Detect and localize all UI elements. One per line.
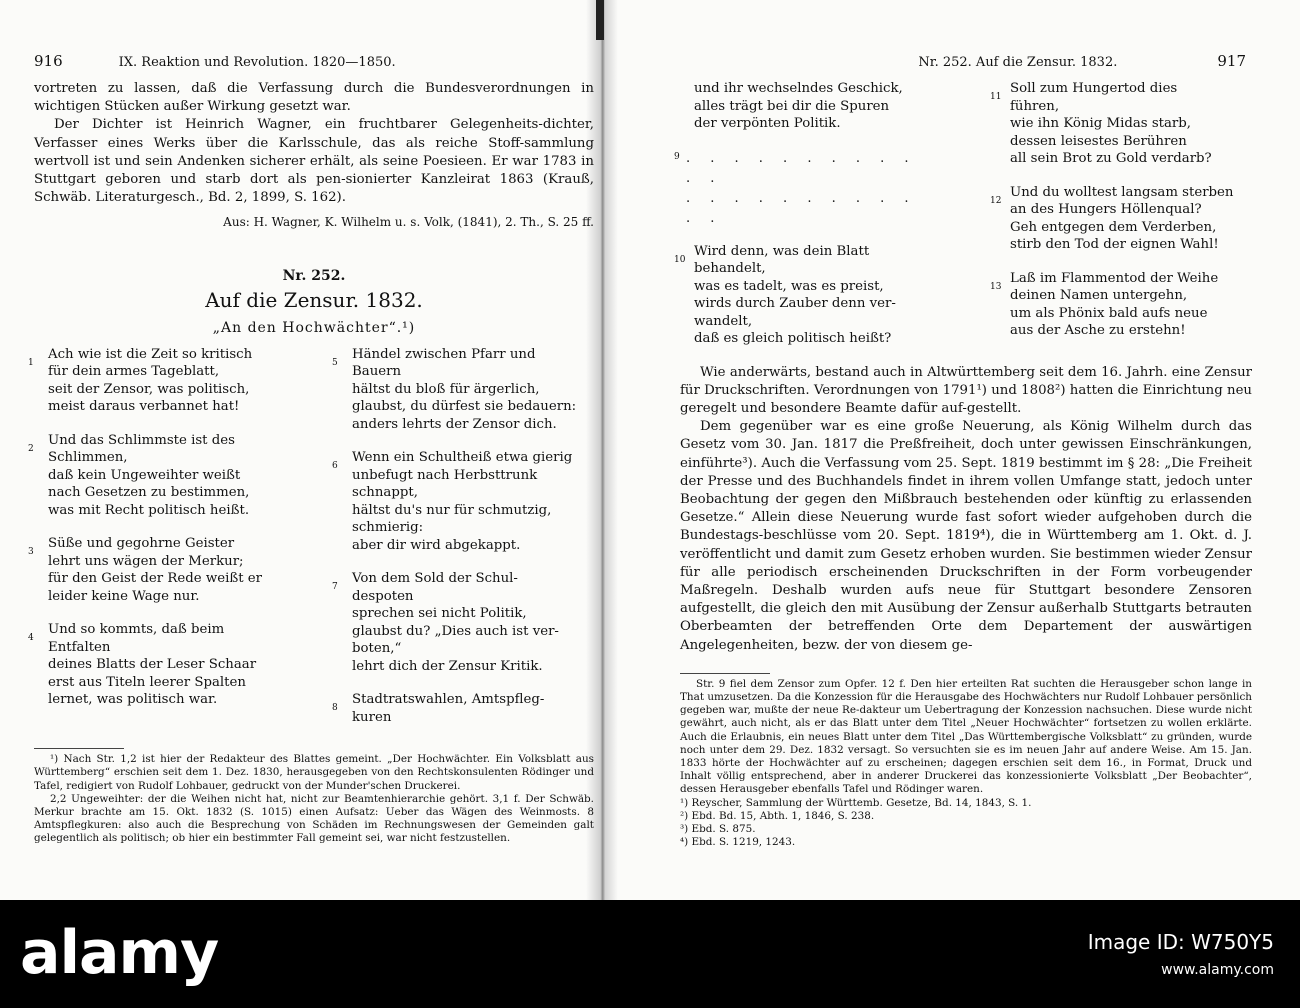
omission-dots-row: . . . . . . . . . . . . [686, 190, 917, 226]
poem-line: um als Phönix bald aufs neue [1010, 305, 1208, 321]
omission-dots-row: . . . . . . . . . . . . [686, 150, 917, 186]
poem-line: lehrt uns wägen der Merkur; [48, 553, 244, 569]
poem-line: Stadtratswahlen, Amtspfleg- [352, 692, 545, 708]
right-poem-column-1-bottom [674, 243, 936, 348]
right-page-number: 917 [1217, 52, 1246, 70]
poem-line: Und du wolltest langsam sterben [1010, 184, 1234, 200]
poem-line: hältst du bloß für ärgerlich, [352, 381, 540, 397]
poem-line: Und das Schlimmste ist des [48, 432, 235, 448]
poem-line: aber dir wird abgekappt. [352, 537, 521, 553]
poem-line: stirb den Tod der eignen Wahl! [1010, 237, 1219, 252]
poem-number: Nr. 252. [282, 267, 346, 284]
poem-line: Laß im Flammentod der Weihe [1010, 270, 1219, 286]
poem-line: was es tadelt, was es preist, [694, 278, 884, 294]
poem-line: wandelt, [694, 313, 753, 329]
right-paragraph-2: Dem gegenüber war es eine große Neuerung, als König Wilhelm durch das Gesetz vom 30. Jan. 1817 die Preßfreiheit, doch unter gewissen Einschränkungen, einführte³). Auch die Verfassung vom 25. Sept. 1819 bestimmt im § 28: „Die Freiheit der Presse und des Buchhandels findet in ihrem vollen Umfange statt, jedoch unter Beobachtung der gegen den Mißbrauch bestehenden oder künftig zu erlassenden Gesetze.“ Allein diese Neuerung wurde fast sofort wieder aufgehoben durch die Bundestags-beschlüsse vom 20. Sept. 1819⁴), die in Württemberg am 1. Okt. d. J. veröffentlicht und damit zum Gesetz erhoben wurden. Sie bestimmen wieder Zensur für alle periodisch erscheinenden Druckschriften in der Form vorbeugender Maßregeln. Deshalb wurden aufs neue für Stuttgart besondere Zensoren aufgestellt, die gleich den mit Ausübung der Zensur außerhalb Stuttgarts betrauten Oberbeamten der betreffenden Orte dem Departement der auswärtigen Angelegenheiten, bezw. der von diesem ge- [680, 419, 1252, 653]
right-footnote-3: ²) Ebd. Bd. 15, Abth. 1, 1846, S. 238. [680, 809, 875, 822]
poem-line: aus der Asche zu erstehn! [1010, 323, 1186, 338]
poem-line: Händel zwischen Pfarr und [352, 346, 536, 362]
poem-stanza [332, 449, 594, 554]
poem-line: für den Geist der Rede weißt er [48, 571, 263, 587]
left-poem-column-1 [28, 346, 290, 743]
poem-stanza [990, 80, 1252, 168]
stanza-number: 8 [332, 703, 338, 714]
right-footnote-4: ³) Ebd. S. 875. [680, 822, 756, 835]
poem-line: Entfalten [48, 639, 111, 655]
right-footnote-5: ⁴) Ebd. S. 1219, 1243. [680, 836, 796, 849]
right-poem-column-1 [674, 80, 936, 364]
poem-line: lernet, was politisch war. [48, 692, 218, 708]
poem-line: der verpönten Politik. [694, 116, 841, 131]
poem-line: anders lehrts der Zensor dich. [352, 416, 557, 432]
poem-line: Von dem Sold der Schul- [352, 571, 518, 587]
right-footnote-rule [680, 673, 770, 674]
left-footnote-rule [34, 748, 124, 749]
poem-stanza [332, 691, 594, 726]
stanza-number: 7 [332, 582, 338, 593]
poem-line: Schlimmen, [48, 450, 128, 466]
stanza-number: 12 [990, 195, 1002, 206]
poem-line: daß es gleich politisch heißt? [694, 331, 892, 346]
poem-line: erst aus Titeln leerer Spalten [48, 674, 246, 690]
poem-subtitle: „An den Hochwächter“.¹) [212, 319, 416, 336]
poem-line: Wenn ein Schultheiß etwa gierig [352, 450, 573, 466]
poem-line: an des Hungers Höllenqual? [1010, 202, 1202, 217]
poem-line: leider keine Wage nur. [48, 588, 200, 604]
stanza-number: 11 [990, 92, 1002, 102]
poem-stanza [28, 621, 290, 709]
left-footnote-1: ¹) Nach Str. 1,2 ist hier der Redakteur des Blattes gemeint. „Der Hochwächter. Ein Volksblatt aus Württemberg“ erschien seit dem 1. Dez. 1830, herausgegeben von den Rechtskonsulenten Rödinger und Tafel, redigiert von Rudolf Lohbauer, gedruckt von der Munder'schen Druckerei. [34, 753, 594, 792]
poem-stanza [990, 270, 1252, 340]
omitted-stanza [674, 149, 936, 229]
poem-line: Süße und gegohrne Geister [48, 536, 235, 552]
poem-stanza [28, 346, 290, 416]
poem-stanza [332, 346, 594, 434]
right-footnote-2: ¹) Reyscher, Sammlung der Württemb. Gesetze, Bd. 14, 1843, S. 1. [680, 796, 1032, 809]
stanza-number: 3 [28, 547, 34, 558]
poem-line: Geh entgegen dem Verderben, [1010, 219, 1217, 235]
stanza-number: 5 [332, 357, 338, 368]
poem-line: und ihr wechselndes Geschick, [694, 81, 903, 96]
poem-line: für dein armes Tageblatt, [48, 364, 220, 380]
poem-line: Bauern [352, 364, 402, 380]
left-footnote-2: 2,2 Ungeweihter: der die Weihen nicht hat, nicht zur Beamtenhierarchie gehört. 3,1 f. Der Schwäb. Merkur brachte am 15. Okt. 1832 (S. 1015) einen Aufsatz: Ueber das Wägen des Weinmosts. 8 Amtspflegkuren: also auch die Besprechung von Schäden im Rechnungswesen der Gemeinden galt gelegentlich als politisch; ob hier ein bestimmter Fall gemeint sei, war nicht festzustellen. [34, 792, 594, 845]
poem-stanza [674, 243, 936, 348]
poem-line: deinen Namen untergehn, [1010, 288, 1188, 303]
poem-line: sprechen sei nicht Politik, [352, 606, 527, 622]
poem-stanza [28, 432, 290, 520]
right-paragraph-1: Wie anderwärts, bestand auch in Altwürttemberg seit dem 16. Jahrh. eine Zensur für Druckschriften. Verordnungen von 1791¹) und 1808²) hatten die Einrichtung neu geregelt und besondere Beamte dafür auf-gestellt. [680, 364, 1252, 416]
right-footnote-1: Str. 9 fiel dem Zensor zum Opfer. 12 f. Den hier erteilten Rat suchten die Herausgeber schon lange in That umzusetzen. Da die Konzession für die Herausgabe des Hochwächters nur Rudolf Lohbauer persönlich gegeben war, mußte der neue Re-dakteur um Uebertragung der Konzession nachsuchen. Diese wurde nicht gewährt, auch nicht, als er das Blatt unter dem Titel „Neuer Hochwächter“ fortsetzen zu wollen erklärte. Auch die Erlaubnis, ein neues Blatt unter dem Titel „Das Württembergische Volksblatt“ zu gründen, wurde noch unter dem 29. Dez. 1832 versagt. So versuchten sie es im neuen Jahr auf andere Weise. Am 15. Jan. 1833 hörte der Hochwächter auf zu erscheinen; dagegen erschien seit dem 16., in Format, Druck und Inhalt völlig entsprechend, aber in anderer Druckerei das konzessionierte Volksblatt „Der Beobachter“, dessen Herausgeber ebenfalls Tafel und Rödinger waren. [680, 677, 1252, 796]
poem-line: glaubst, du dürfest sie bedauern: [352, 399, 577, 415]
poem-stanza [680, 80, 936, 133]
spacer [680, 655, 1252, 667]
poem-stanza [28, 535, 290, 605]
poem-line: all sein Brot zu Gold verdarb? [1010, 151, 1212, 166]
poem-line: schnappt, [352, 485, 418, 501]
poem-line: Wird denn, was dein Blatt [694, 243, 870, 259]
right-page [674, 52, 1252, 872]
stanza-number: 2 [28, 443, 34, 454]
poem-line: deines Blatts der Leser Schaar [48, 657, 257, 673]
left-intro-paragraph-2: Der Dichter ist Heinrich Wagner, ein fruchtbarer Gelegenheits-dichter, Verfasser eines Werks über die Karlsschule, das als reiche Stoff-sammlung wertvoll ist und sein Andenken sicherer erhält, als seine Poesieen. Er war 1783 in Stuttgart geboren und starb dort als pen-sionierter Kanzleirat 1863 (Krauß, Schwäb. Literaturgesch., Bd. 2, 1899, S. 162). [34, 117, 594, 206]
poem-line: hältst du's nur für schmutzig, [352, 502, 552, 518]
poem-line: nach Gesetzen zu bestimmen, [48, 485, 250, 501]
poem-stanza [990, 184, 1252, 254]
gutter-shadow-mark [596, 0, 604, 40]
poem-stanza [332, 570, 594, 675]
poem-line: boten,“ [352, 641, 402, 657]
image-id-label: Image ID: W750Y5 [1087, 930, 1274, 954]
stanza-number: 1 [28, 357, 34, 368]
poem-line: kuren [352, 709, 392, 725]
poem-line: behandelt, [694, 261, 766, 276]
stanza-number: 4 [28, 633, 34, 644]
left-poem-column-2 [332, 346, 594, 743]
poem-line: daß kein Ungeweihter weißt [48, 467, 241, 483]
right-running-head [680, 52, 1252, 70]
poem-line: lehrt dich der Zensur Kritik. [352, 658, 543, 674]
stanza-number: 9 [674, 151, 680, 162]
right-poem-columns [674, 80, 1252, 364]
poem-line: dessen leisestes Berühren [1010, 133, 1187, 149]
poem-line: despoten [352, 588, 414, 604]
poem-line: was mit Recht politisch heißt. [48, 502, 250, 518]
poem-line: schmierig: [352, 520, 424, 536]
stanza-number: 10 [674, 254, 686, 265]
right-running-title: Nr. 252. Auf die Zensur. 1832. [918, 55, 1118, 70]
right-poem-column-2 [990, 80, 1252, 364]
poem-line: wie ihn König Midas starb, [1010, 116, 1192, 131]
poem-line: alles trägt bei dir die Spuren [694, 98, 890, 114]
left-intro-paragraph-1: vortreten zu lassen, daß die Verfassung durch die Bundesverordnungen in wichtigen Stücken außer Wirkung gesetzt war. [34, 81, 594, 115]
left-running-head [34, 52, 594, 70]
alamy-logo: alamy [20, 918, 219, 988]
site-url: www.alamy.com [1161, 962, 1274, 978]
poem-line: seit der Zensor, was politisch, [48, 381, 250, 397]
poem-line: wirds durch Zauber denn ver- [694, 296, 896, 311]
poem-title: Auf die Zensur. 1832. [205, 287, 423, 312]
left-page-number: 916 [34, 52, 63, 70]
stanza-number: 13 [990, 281, 1002, 292]
poem-line: unbefugt nach Herbsttrunk [352, 467, 538, 483]
right-poem-column-1-top [680, 80, 936, 133]
stanza-number: 6 [332, 461, 338, 472]
left-poem-columns [28, 346, 594, 743]
poem-line: meist daraus verbannet hat! [48, 399, 240, 415]
poem-line: Und so kommts, daß beim [48, 622, 225, 638]
poem-line: Ach wie ist die Zeit so kritisch [48, 346, 253, 362]
poem-line: Soll zum Hungertod dies [1010, 81, 1178, 96]
left-source-line: Aus: H. Wagner, K. Wilhelm u. s. Volk, (1841), 2. Th., S. 25 ff. [223, 215, 594, 230]
poem-line: glaubst du? „Dies auch ist ver- [352, 623, 559, 639]
poem-line: führen, [1010, 98, 1060, 114]
left-running-title: IX. Reaktion und Revolution. 1820—1850. [118, 55, 396, 70]
left-page [28, 52, 594, 872]
